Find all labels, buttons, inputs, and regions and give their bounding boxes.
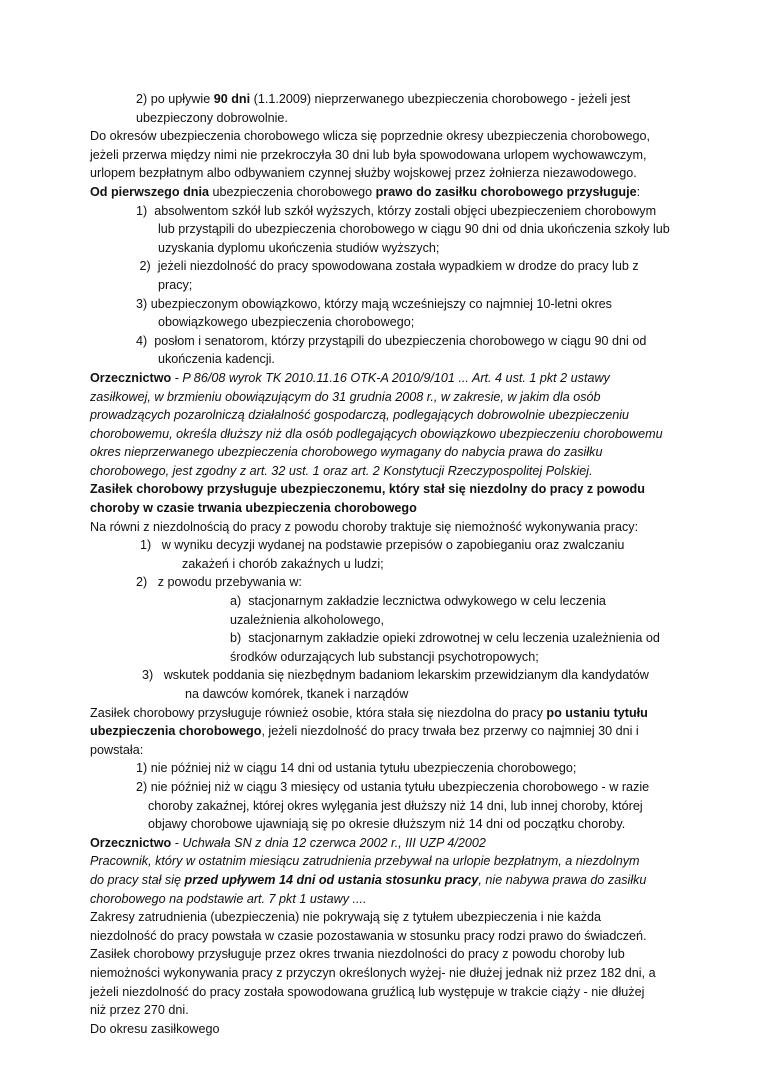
orzecznictwo-2-bold: przed upływem 14 dni od ustania stosunku pracy [184,872,479,887]
list3-item: 2) nie później niż w ciągu 3 miesięcy od ustania tytułu ubezpieczenia chorobowego - w razie [136,779,650,794]
list2-subitem-text: stacjonarnym zakładzie lecznictwa odwykowego w celu leczenia [248,594,606,609]
orzecznictwo-1-label: Orzecznictwo [90,370,172,385]
top-item-post: (1.1.2009) nieprzerwanego ubezpieczenia chorobowego - jeżeli jest [250,92,631,106]
list2-item-cont: zakażeń i chorób zakaźnych u ludzi; [182,556,384,571]
orzecznictwo-2-label: Orzecznictwo [90,835,172,850]
list2-item-number: 2) [136,575,148,590]
list2-item-number: 3) [142,668,154,683]
section-heading: Zasiłek chorobowy przysługuje ubezpieczonemu, który stał się niezdolny do pracy z powodu [90,482,645,497]
list1-item-number: 3) [136,296,148,311]
list2-subitem-cont: środków odurzających lub substancji psychotropowych; [230,649,539,664]
orzecznictwo-2-line: Pracownik, który w ostatnim miesiącu zatrudnienia przebywał na urlopie bezpłatnym, a niezdolnym [90,854,640,869]
after-line3: powstała: [90,742,144,757]
list1-item-number: 4) [136,333,148,348]
orzecznictwo-2-line: chorobowego na podstawie art. 7 pkt 1 ustawy .... [90,891,367,906]
list1-item-cont: uzyskania dyplomu ukończenia studiów wyższych; [158,240,440,255]
list3-item-cont: objawy chorobowe ujawniają się po okresie dłuższym niż 14 dni od początku choroby. [148,817,626,832]
first-day-paragraph [90,183,680,202]
okres-line: Zasiłek chorobowy przysługuje przez okres trwania niezdolności do pracy z powodu choroby lub [90,947,625,962]
orzecznictwo-2-line [90,871,680,890]
okres-line: niemożności wykonywania pracy z przyczyn określonych wyżej- nie dłużej jednak niż przez 182 dni, a [90,965,656,980]
list1-item-cont: pracy; [158,277,193,292]
list2-item-cont: na dawców komórek, tkanek i narządów [185,687,409,701]
list2-item-text: wskutek poddania się niezbędnym badaniom lekarskim przewidzianym dla kandydatów [163,668,649,683]
after-paragraph [90,704,680,723]
orzecznictwo-2-post: , nie nabywa prawa do zasiłku [478,872,647,887]
orzecznictwo-1-line: okres nieprzerwanego ubezpieczenia chorobowego wymagany do nabycia prawa do zasiłku [90,445,603,460]
list2-subitem-letter: a) [230,594,242,609]
after-bold1: po ustaniu tytułu [546,705,648,720]
list2-item-text: w wyniku decyzji wydanej na podstawie przepisów o zapobieganiu oraz zwalczaniu [161,538,625,553]
orzecznictwo-2 [90,834,680,853]
after-pre: Zasiłek chorobowy przysługuje również osobie, która stała się niezdolna do pracy [90,705,547,720]
first-day-bold2: prawo do zasiłku chorobowego przysługuje [375,184,637,199]
list2-item-text: z powodu przebywania w: [157,575,302,590]
first-day-mid: ubezpieczenia chorobowego [208,184,376,199]
list2-item [90,536,680,555]
list3-item: 1) nie później niż w ciągu 14 dni od ustania tytułu ubezpieczenia chorobowego; [136,761,577,776]
zakresy-line: Zakresy zatrudnienia (ubezpieczenia) nie pokrywają się z tytułem ubezpieczenia i nie każda [90,910,602,925]
equal-paragraph: Na równi z niezdolnością do pracy z powodu choroby traktuje się niemożność wykonywania pracy: [90,519,639,534]
after-bold2: ubezpieczenia chorobowego [90,724,262,739]
after-post: , jeżeli niezdolność do pracy trwała bez przerwy co najmniej 30 dni i [261,724,639,739]
list2-subitem [90,592,680,611]
list1-item-text: absolwentom szkół lub szkół wyższych, którzy zostali objęci ubezpieczeniem chorobowym [154,203,657,218]
list2-subitem-text: stacjonarnym zakładzie opieki zdrowotnej w celu leczenia uzależnienia od [248,631,660,646]
okres-line: niż przez 270 dni. [90,1003,189,1018]
list1-item-number: 2) [139,259,151,274]
list1-item-text: posłom i senatorom, którzy przystąpili do ubezpieczenia chorobowego w ciągu 90 dni od [154,333,647,348]
list2-subitem-letter: b) [230,631,242,646]
document-body [90,90,680,1038]
okres-line: jeżeli niezdolność do pracy została spowodowana gruźlicą lub występuje w trakcie ciąży - nie dłużej [90,984,645,999]
para1-line: urlopem bezpłatnym albo odbywaniem czynnej służby wojskowej przez żołnierza niezawodowego. [90,166,637,181]
orzecznictwo-2-ref: - Uchwała SN z dnia 12 czerwca 2002 r., III UZP 4/2002 [171,835,486,850]
top-item-number: 2) [136,92,148,106]
list2-subitem [90,629,680,648]
para1-line: jeżeli przerwa między nimi nie przekroczyła 30 dni lub była spowodowana urlopem wychowawczym, [90,147,647,162]
orzecznictwo-1-ref: - P 86/08 wyrok TK 2010.11.16 OTK-A 2010/9/101 ... Art. 4 ust. 1 pkt 2 ustawy [171,370,610,385]
last-line: Do okresu zasiłkowego [90,1021,220,1036]
orzecznictwo-1-line: chorobowego, jest zgodny z art. 32 ust. 1 oraz art. 2 Konstytucji Rzeczypospolitej Polskiej. [90,463,593,478]
list1-item-number: 1) [136,203,148,218]
list1-item-text: ubezpieczonym obowiązkowo, którzy mają wcześniejszy co najmniej 10-letni okres [150,296,612,311]
section-heading: choroby w czasie trwania ubezpieczenia chorobowego [90,501,417,516]
top-item-line2: ubezpieczony dobrowolnie. [136,110,288,125]
list2-item [90,666,680,685]
first-day-bold1: Od pierwszego dnia [90,184,209,199]
list1-item [90,295,680,314]
orzecznictwo-1 [90,369,680,388]
list2-item-number: 1) [140,538,152,553]
top-item-bold: 90 dni [213,92,251,106]
list2-subitem-cont: uzależnienia alkoholowego, [230,612,385,627]
para1-line: Do okresów ubezpieczenia chorobowego wlicza się poprzednie okresy ubezpieczenia chorobowego, [90,129,651,144]
zakresy-line: niezdolność do pracy powstała w czasie pozostawania w stosunku pracy rodzi prawo do świadczeń. [90,928,647,943]
list1-item [90,332,680,351]
list1-item [90,202,680,221]
first-day-end: : [636,184,641,199]
list1-item-cont: lub przystąpili do ubezpieczenia chorobowego w ciągu 90 dni od dnia ukończenia szkoły lub [158,222,670,237]
list1-item-text: jeżeli niezdolność do pracy spowodowana została wypadkiem w drodze do pracy lub z [157,259,639,274]
top-item [90,90,680,109]
list2-item [90,573,680,592]
after-paragraph-line2 [90,722,680,741]
orzecznictwo-1-line: chorobowemu, określa dłuższy niż dla osób podlegających obowiązkowo ubezpieczeniu chorobowemu [90,426,663,441]
top-item-pre: po upływie [150,92,214,106]
orzecznictwo-2-pre: do pracy stał się [90,872,185,887]
list3-item-cont: choroby zakaźnej, której okres wylęgania jest dłuższy niż 14 dni, lub innej choroby, której [148,798,643,813]
orzecznictwo-1-line: zasiłkowej, w brzmieniu obowiązującym do 31 grudnia 2008 r., w zakresie, w jakim dla osób [90,389,601,404]
list1-item [90,257,680,276]
orzecznictwo-1-line: prowadzących pozarolniczą działalność gospodarczą, podlegających dobrowolnie ubezpieczeniu [90,408,630,423]
list1-item-cont: ukończenia kadencji. [158,352,275,367]
list1-item-cont: obowiązkowego ubezpieczenia chorobowego; [158,315,415,330]
